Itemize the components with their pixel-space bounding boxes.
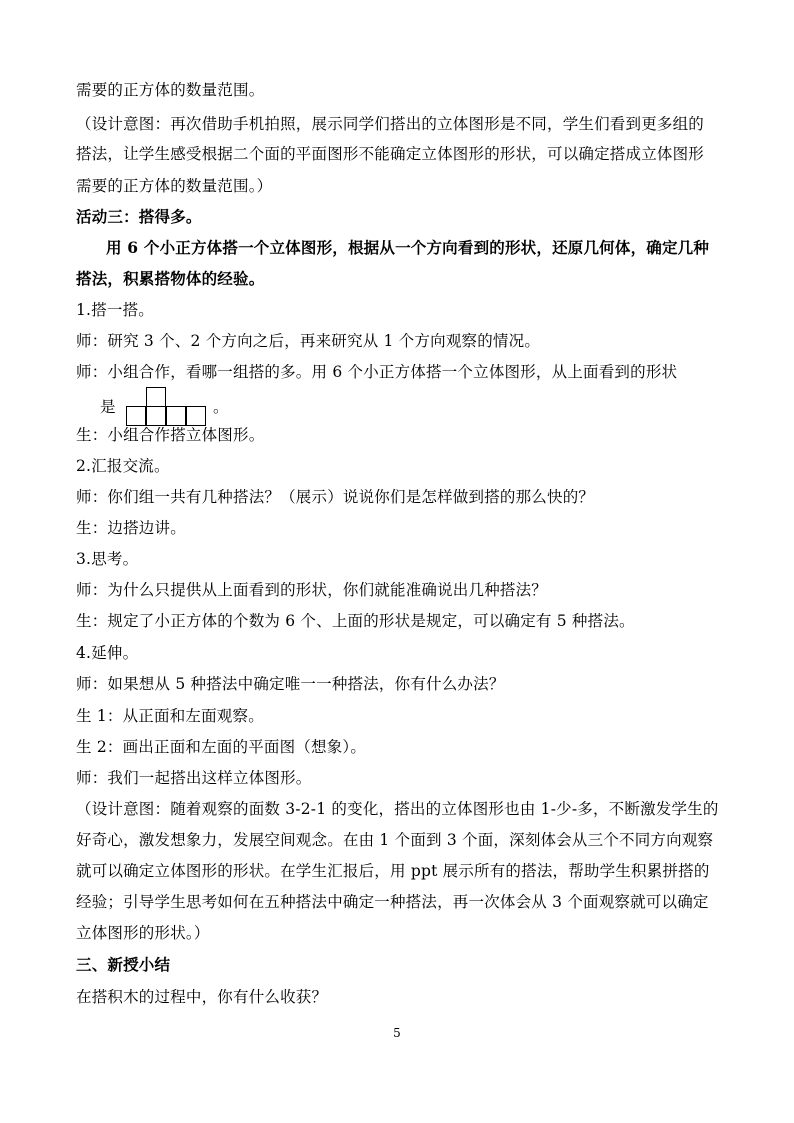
text-line: （设计意图：随着观察的面数 3-2-1 的变化，搭出的立体图形也由 1-少-多，不断激发学生的 <box>76 800 719 818</box>
text-line: 经验；引导学生思考如何在五种搭法中确定一种搭法，再一次体会从 3 个面观察就可以确定 <box>76 893 709 911</box>
text-line: 师：研究 3 个、2 个方向之后，再来研究从 1 个方向观察的情况。 <box>76 332 541 350</box>
top-view-figure <box>100 387 320 427</box>
grid-cell <box>146 387 166 407</box>
page-number: 5 <box>393 1026 401 1040</box>
text-line: 2.汇报交流。 <box>76 457 170 475</box>
text-line: 师：你们组一共有几种搭法？（展示）说说你们是怎样做到搭的那么快的？ <box>76 488 595 506</box>
grid-cell <box>186 406 206 426</box>
text-line: 1.搭一搭。 <box>76 301 154 319</box>
section-heading: 三、新授小结 <box>76 955 171 974</box>
figure-tail: 。 <box>213 398 229 416</box>
text-line: 师：小组合作，看哪一组搭的多。用 6 个小正方体搭一个立体图形，从上面看到的形状 <box>76 363 678 381</box>
text-line: 在搭积木的过程中，你有什么收获？ <box>76 988 328 1006</box>
text-line: 生：边搭边讲。 <box>76 519 186 537</box>
text-line: 生 2：画出正面和左面的平面图（想象）。 <box>76 738 367 756</box>
text-line: 需要的正方体的数量范围。 <box>76 81 265 99</box>
text-line: （设计意图：再次借助手机拍照，展示同学们搭出的立体图形是不同，学生们看到更多组的 <box>76 115 705 133</box>
text-line: 生：小组合作搭立体图形。 <box>76 426 265 444</box>
text-line: 好奇心，激发想象力，发展空间观念。在由 1 个面到 3 个面，深刻体会从三个不同方向观察 <box>76 831 714 849</box>
text-line: 师：如果想从 5 种搭法中确定唯一一种搭法，你有什么办法？ <box>76 675 505 693</box>
section-heading: 活动三：搭得多。 <box>76 207 202 226</box>
text-line: 3.思考。 <box>76 550 139 568</box>
text-line: 立体图形的形状。） <box>76 924 210 942</box>
grid-cell <box>146 406 166 426</box>
text-line: 搭法，让学生感受根据二个面的平面图形不能确定立体图形的形状，可以确定搭成立体图形 <box>76 145 705 163</box>
grid-cell <box>166 406 186 426</box>
bold-paragraph-line: 搭法，积累搭物体的经验。 <box>76 269 265 288</box>
text-line: 生：规定了小正方体的个数为 6 个、上面的形状是规定，可以确定有 5 种搭法。 <box>76 612 635 630</box>
text-line: 师：我们一起搭出这样立体图形。 <box>76 769 312 787</box>
bold-paragraph-line: 用 6 个小正方体搭一个立体图形，根据从一个方向看到的形状，还原几何体，确定几种 <box>106 238 710 257</box>
text-line: 需要的正方体的数量范围。） <box>76 177 273 195</box>
figure-label: 是 <box>100 398 116 416</box>
grid-cell <box>126 406 146 426</box>
text-line: 就可以确定立体图形的形状。在学生汇报后，用 ppt 展示所有的搭法，帮助学生积累拼搭的 <box>76 862 710 880</box>
text-line: 师：为什么只提供从上面看到的形状，你们就能准确说出几种搭法？ <box>76 581 548 599</box>
text-line: 生 1：从正面和左面观察。 <box>76 707 264 725</box>
text-line: 4.延伸。 <box>76 644 139 662</box>
